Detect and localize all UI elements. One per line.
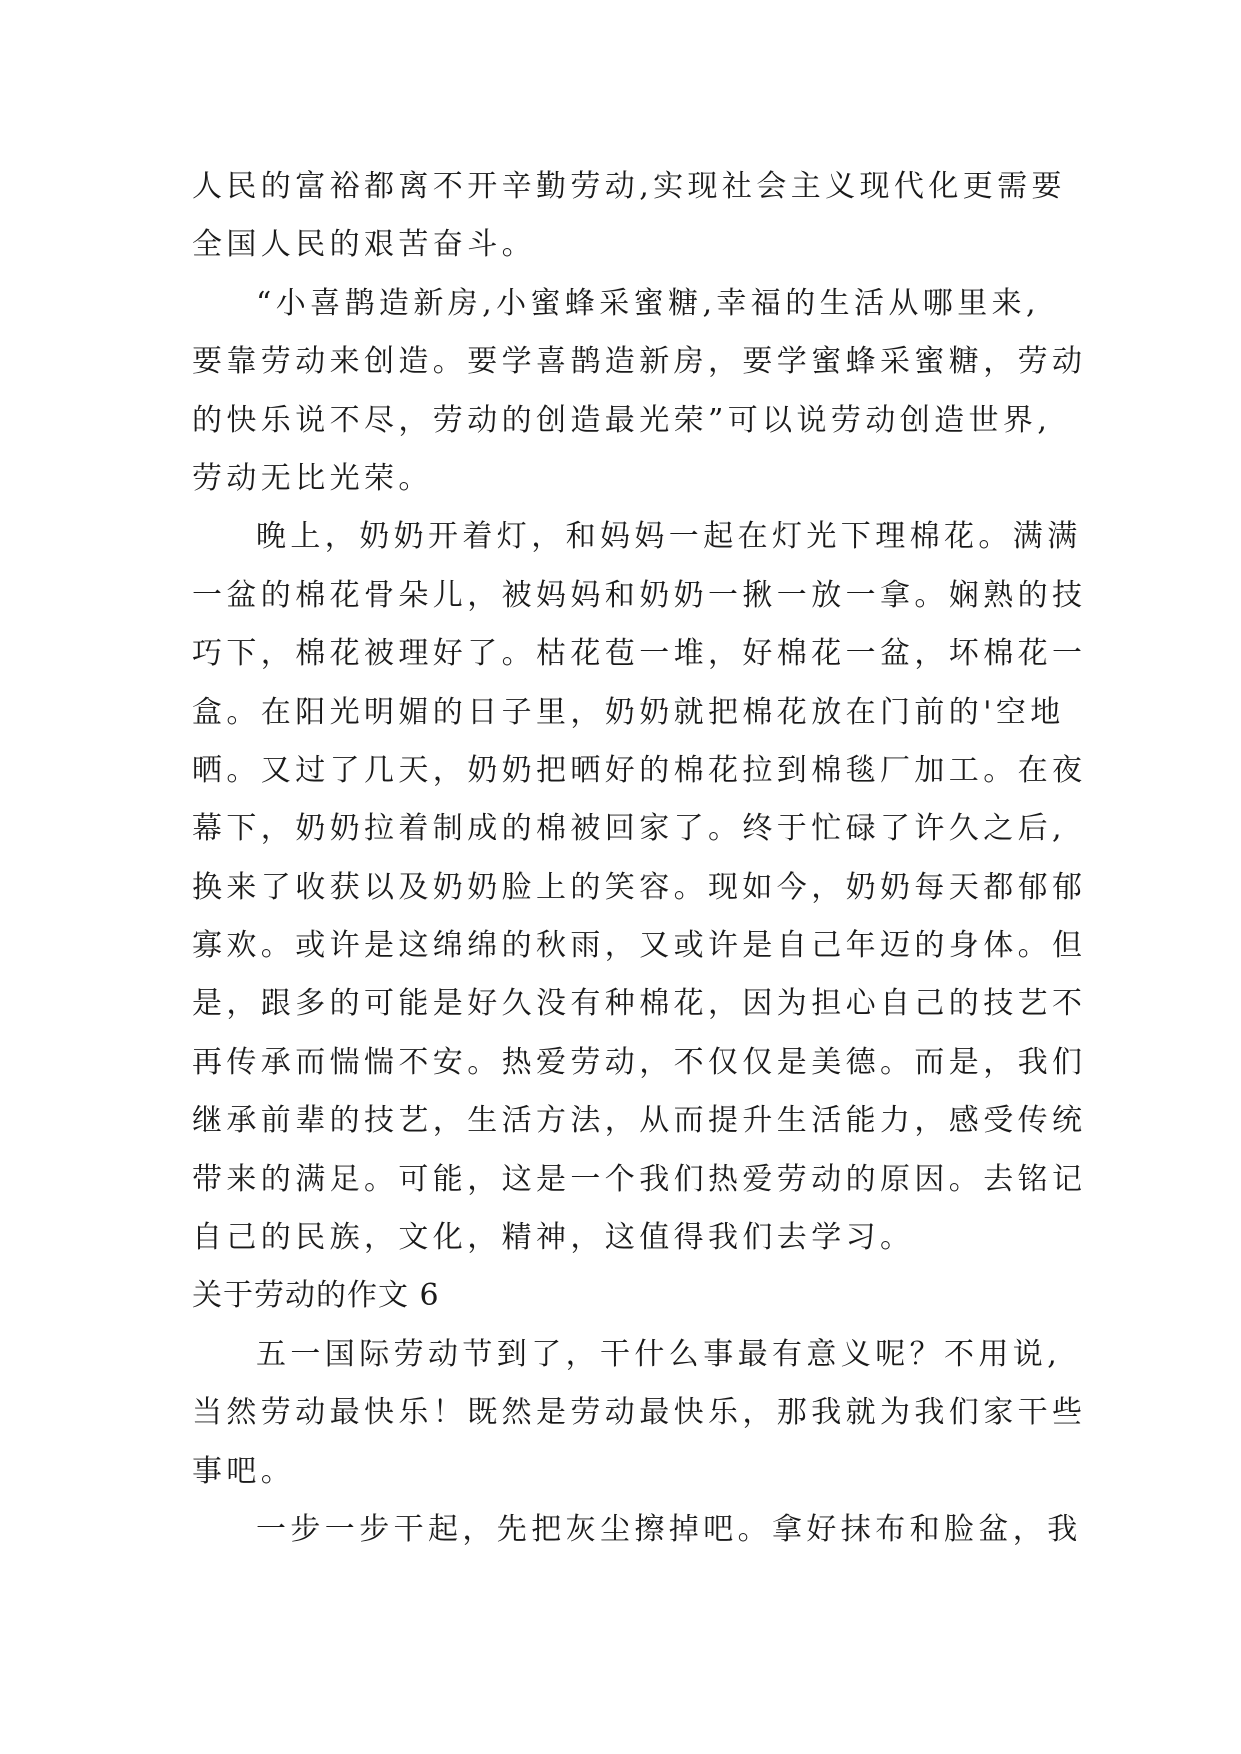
text-line: 晒。又过了几天，奶奶把晒好的棉花拉到棉毯厂加工。在夜 — [192, 752, 1087, 788]
text-line: 要靠劳动来创造。要学喜鹊造新房，要学蜜蜂采蜜糖，劳动 — [192, 344, 1087, 380]
text-line: 一盆的棉花骨朵儿，被妈妈和奶奶一揪一放一拿。娴熟的技 — [192, 577, 1087, 613]
text-line: 当然劳动最快乐！既然是劳动最快乐，那我就为我们家干些 — [192, 1395, 1087, 1431]
paragraph-start-line: 晚上，奶奶开着灯，和妈妈一起在灯光下理棉花。满满 — [256, 519, 1082, 555]
text-line: 自己的民族，文化，精神，这值得我们去学习。 — [192, 1220, 915, 1256]
text-line: 事吧。 — [192, 1453, 296, 1489]
text-line: 继承前辈的技艺，生活方法，从而提升生活能力，感受传统 — [192, 1103, 1087, 1139]
paragraph-start-line: “小喜鹊造新房,小蜜蜂采蜜糖,幸福的生活从哪里来, — [256, 285, 1040, 321]
text-line: 盒。在阳光明媚的日子里，奶奶就把棉花放在门前的'空地 — [192, 694, 1065, 730]
text-line: 幕下，奶奶拉着制成的棉被回家了。终于忙碌了许久之后, — [192, 811, 1066, 847]
document-body — [192, 158, 1087, 1559]
text-line: 带来的满足。可能，这是一个我们热爱劳动的原因。去铭记 — [192, 1161, 1087, 1197]
text-line: 的快乐说不尽，劳动的创造最光荣”可以说劳动创造世界, — [192, 402, 1052, 438]
text-line: 是，跟多的可能是好久没有种棉花，因为担心自己的技艺不 — [192, 986, 1087, 1022]
text-line: 劳动无比光荣。 — [192, 460, 433, 496]
text-line: 全国人民的艰苦奋斗。 — [192, 227, 536, 263]
text-line: 换来了收获以及奶奶脸上的笑容。现如今，奶奶每天都郁郁 — [192, 869, 1087, 905]
text-line: 巧下，棉花被理好了。枯花苞一堆，好棉花一盆，坏棉花一 — [192, 636, 1087, 672]
text-line: 寡欢。或许是这绵绵的秋雨，又或许是自己年迈的身体。但 — [192, 928, 1087, 964]
text-line: 再传承而惴惴不安。热爱劳动，不仅仅是美德。而是，我们 — [192, 1044, 1087, 1080]
section-heading: 关于劳动的作文 6 — [192, 1278, 440, 1314]
paragraph-start-line: 一步一步干起，先把灰尘擦掉吧。拿好抹布和脸盆，我 — [256, 1511, 1082, 1547]
text-line: 人民的富裕都离不开辛勤劳动,实现社会主义现代化更需要 — [192, 169, 1066, 204]
paragraph-start-line: 五一国际劳动节到了，干什么事最有意义呢？不用说, — [256, 1336, 1062, 1372]
